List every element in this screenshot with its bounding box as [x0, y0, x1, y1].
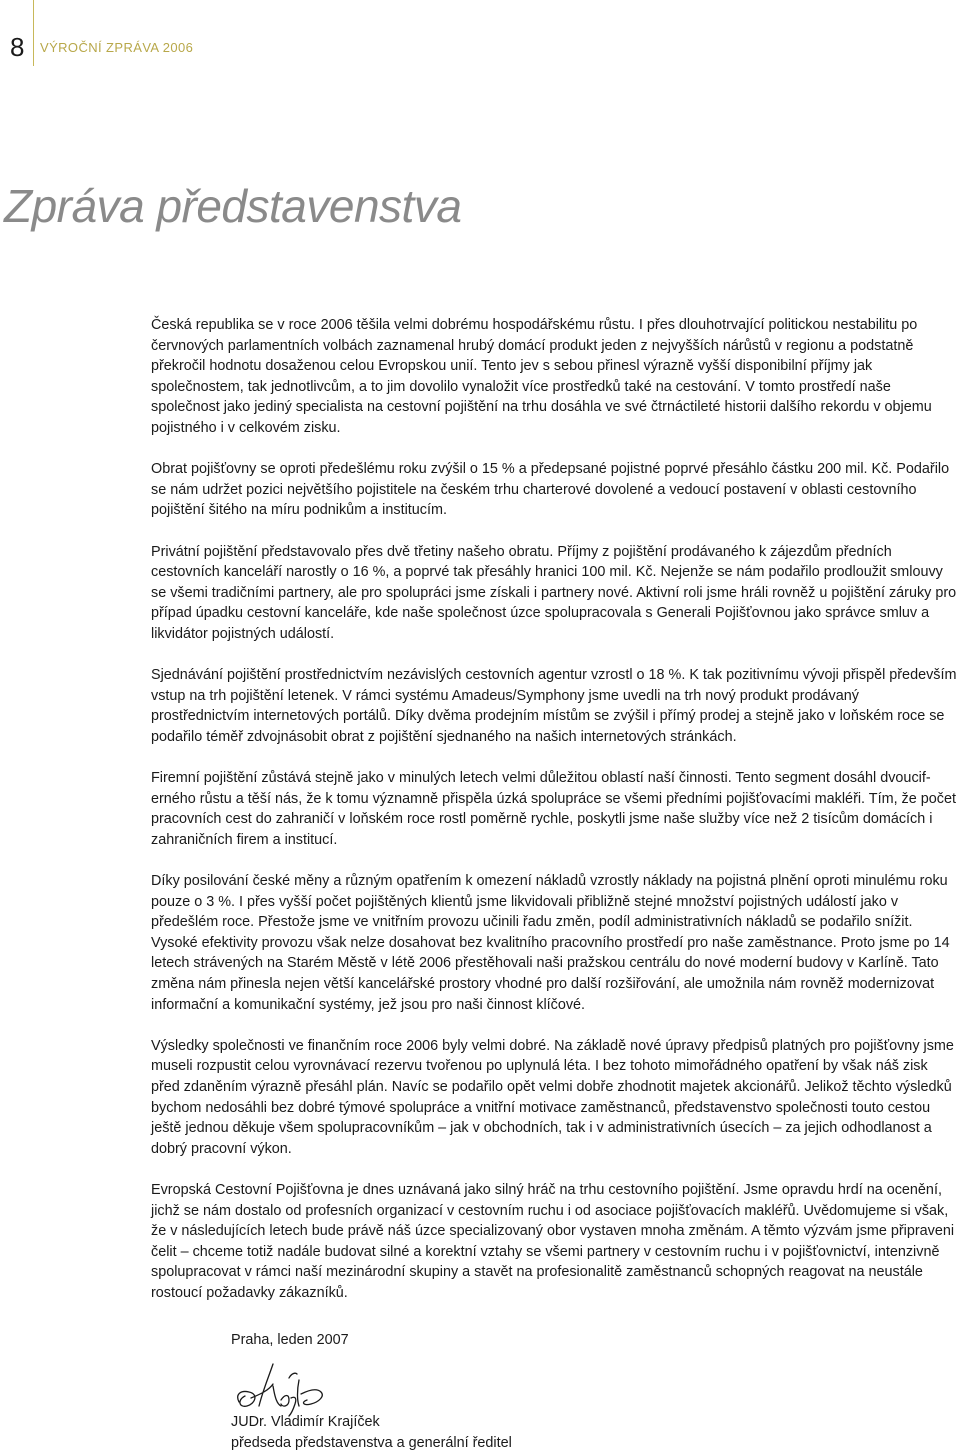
- signer-role: předseda představenstva a generální ředitel: [231, 1435, 512, 1451]
- paragraph: Česká republika se v roce 2006 těšila velmi dobrému hospodářskému růstu. I přes dlouhotrvající politickou nestabilitu po červnových parlamentních volbách zaznamenal hrubý domácí produkt jeden z nejvyšších nárůstů v regionu a podstatně překročil hodnotu dosaženou celou Evropskou unií. Tento jev s sebou přinesl výrazně vyšší disponibilní příjmy jak společnostem, tak jednotlivcům, a to jim dovolilo vynaložit více prostředků také na cestování. V tomto prostředí naše společnost jako jediný specialista na cestovní pojištění na trhu dosáhla ve své čtrnáctileté historii dalšího rekordu v objemu pojistného i v celkovém zisku.: [151, 317, 932, 436]
- report-label: VÝROČNÍ ZPRÁVA 2006: [40, 40, 194, 55]
- paragraph: Díky posilování české měny a různým opatřením k omezení nákladů vzrostly náklady na pojistná plnění oproti minulému roku pouze o 3 %. I přes vyšší počet pojištěných klientů jsme likvidovali přibližně stejné množství pojistných událostí jako v předešlém roce. Přestože jsme ve vnitřním provozu učinili řadu změn, podíl administrativních nákladů se podařilo snížit. Vysoké efektivity provozu však nelze dosahovat bez kvalitního pracovního prostředí pro naše zaměstnance. Proto jsme po 14 letech strávených na Starém Městě v létě 2006 přestěhovali naši pražskou centrálu do nové moderní budovy v Karlíně. Tato změna nám přinesla nejen větší kancelářské prostory vhodné pro další rozšiřování, ale umožnila nám rovněž modernizovat informační a komunikační systémy, jež jsou pro naši činnost klíčové.: [151, 873, 950, 1013]
- paragraph: Privátní pojištění představovalo přes dvě třetiny našeho obratu. Příjmy z pojištění prodávaného k zájezdům předních cestovních kanceláří narostly o 16 %, a poprvé tak přesáhly hranici 100 mil. Kč. Nejenže se nám podařilo prodloužit smlouvy se všemi tradičními partnery, ale pro spolupráci jsme získali i partnery nové. Aktivní roli jsme hráli rovněž u pojištění záruky pro případ úpadku cestovní kanceláře, kde naše společnost úzce spolupracovala s Generali Pojišťovnou jako správce smluv a likvidátor pojistných událostí.: [151, 543, 957, 642]
- signer-name: JUDr. Vladimír Krajíček: [231, 1414, 380, 1430]
- page-title: Zpráva představenstva: [4, 180, 462, 232]
- handwritten-signature: [229, 1350, 349, 1420]
- paragraph: Evropská Cestovní Pojišťovna je dnes uznávaná jako silný hráč na trhu cestovního pojištění. Jsme opravdu hrdí na ocenění, jichž se nám dostalo od profesních organizací v cestovním ruchu i od asociace pojišťovacích makléřů. Uvědomujeme si však, že v následujících letech bude právě náš úzce specializovaný obor vystaven mnoha změnám. A těmto výzvám jsme připraveni čelit – chceme totiž nadále budovat silné a korektní vztahy se všemi partnery v cestovním ruchu i v pojišťovnictví, intenzivně spolupracovat v rámci naší mezinárodní skupiny a stavět na profesionalitě zaměstnanců schopných reagovat na neustále rostoucí požadavky zákazníků.: [151, 1181, 955, 1301]
- paragraph: Výsledky společnosti ve finančním roce 2006 byly velmi dobré. Na základě nové úpravy předpisů platných pro pojišťovny jsme museli rozpustit celou vyrovnávací rezervu tvořenou po uplynulá léta. I bez tohoto mimořádného opatření by však náš zisk před zdaněním výrazně přesáhl plán. Navíc se podařilo opět velmi dobře zhodnotit majetek akcionářů. Jelikož těchto výsledků bychom nedosáhli bez dobré týmové spolupráce a vnitřní motivace zaměstnanců, představenstvo společnosti touto cestou ještě jednou děkuje všem spolupracovníkům – jak v obchodních, tak i v administrativních úsecích – za jejich odhodlanost a dobrý pracovní výkon.: [151, 1037, 954, 1157]
- page-number: 8: [10, 32, 25, 62]
- signature-block: [229, 1330, 649, 1454]
- paragraph: Sjednávání pojištění prostřednictvím nezávislých cestovních agentur vzrostl o 18 %. K tak pozitivnímu vývoji přispěl především vstup na trh pojištění letenek. V rámci systému Amadeus/Symphony jsme uvedli na trh nový produkt prodávaný prostřednictvím internetových portálů. Díky dvěma prodejním místům se zvýšil i přímý prodej a stejně jako v loňském roce se podařilo téměř zdvojnásobit obrat z pojištění sjednaného na našich internetových stránkách.: [151, 667, 957, 745]
- paragraph: Firemní pojištění zůstává stejně jako v minulých letech velmi důležitou oblastí naší činnosti. Tento segment dosáhl dvouciferného růstu a těší nás, že k tomu významně přispěla úzká spolupráce se všemi předními pojišťovacími makléři. Tím, že počet pracovních cest do zahraničí v loňském roce rostl poměrně rychle, poskytli jsme naše služby více než 2 tisícům domácích i zahraničních firem a institucí.: [151, 770, 956, 848]
- page-header: [0, 0, 960, 90]
- paragraph: Obrat pojišťovny se oproti předešlému roku zvýšil o 15 % a předepsané pojistné poprvé přesáhlo částku 200 mil. Kč. Podařilo se nám udržet pozici největšího pojistitele na českém trhu charterové dovolené a vedoucí postavení v oblasti cestovního pojištění šitého na míru podnikům a institucím.: [151, 461, 950, 519]
- header-divider: [33, 0, 34, 66]
- report-body: [151, 315, 957, 1324]
- place-date: Praha, leden 2007: [231, 1332, 349, 1348]
